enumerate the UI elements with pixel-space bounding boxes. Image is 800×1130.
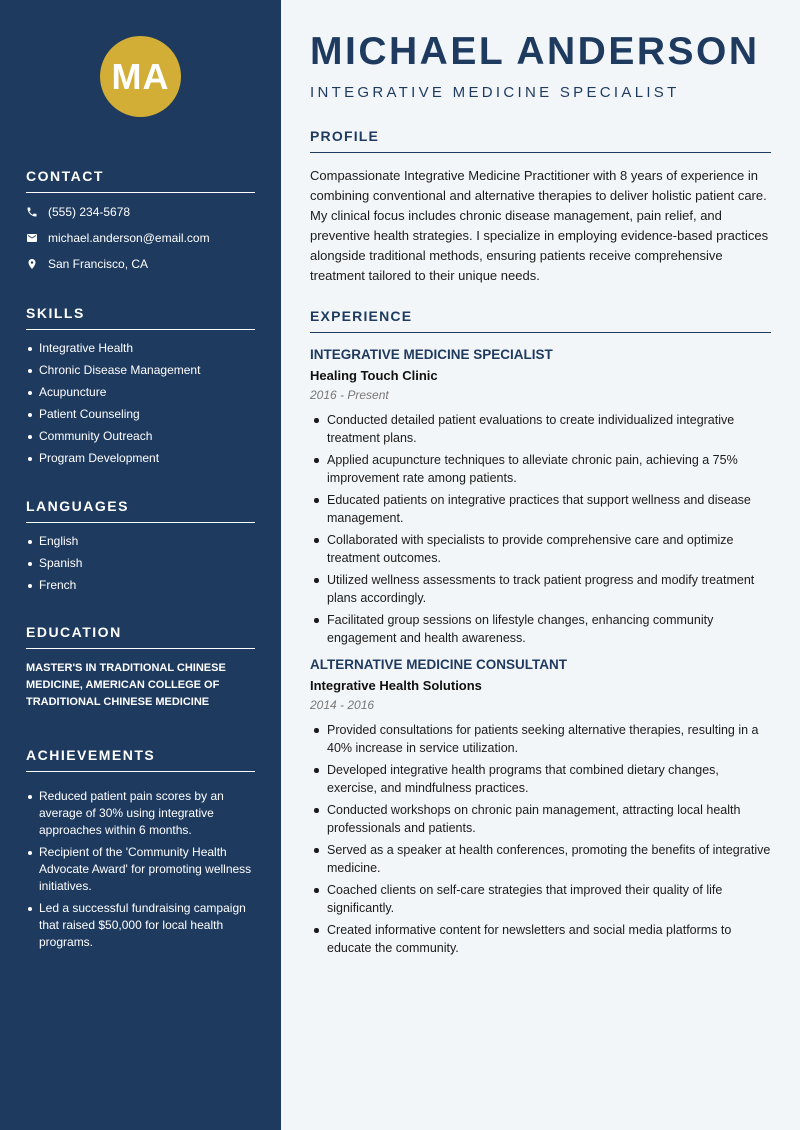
list-item: Applied acupuncture techniques to alleviate chronic pain, achieving a 75% improvement rate among patients.: [310, 451, 771, 487]
location-pin-icon: [26, 258, 48, 270]
job-dates: 2014 - 2016: [310, 698, 375, 712]
contact-location: [26, 251, 255, 277]
list-item: Coached clients on self-care strategies that improved their quality of life significantly.: [310, 881, 771, 917]
list-item: Reduced patient pain scores by an average of 30% using integrative approaches within 6 months.: [26, 788, 255, 839]
list-item: Served as a speaker at health conferences, promoting the benefits of integrative medicine.: [310, 841, 771, 877]
list-item: Community Outreach: [26, 428, 255, 445]
email-icon: [26, 232, 48, 244]
education-section: [26, 624, 255, 711]
experience-heading: EXPERIENCE: [310, 308, 771, 333]
list-item: French: [26, 577, 255, 594]
email-text: michael.anderson@email.com: [48, 231, 210, 245]
sidebar: [0, 0, 281, 1130]
list-item: Created informative content for newsletters and social media platforms to educate the community.: [310, 921, 771, 957]
job-title: ALTERNATIVE MEDICINE CONSULTANT: [310, 657, 567, 672]
job-bullets: [310, 411, 771, 647]
contact-email: [26, 225, 255, 251]
phone-text: (555) 234-5678: [48, 205, 131, 219]
list-item: Developed integrative health programs that combined dietary changes, exercise, and mindfulness practices.: [310, 761, 771, 797]
phone-icon: [26, 206, 48, 218]
contact-section: [26, 168, 255, 277]
contact-heading: CONTACT: [26, 168, 255, 193]
list-item: Program Development: [26, 450, 255, 467]
experience-section: [310, 308, 771, 961]
skills-section: [26, 305, 255, 472]
location-text: San Francisco, CA: [48, 257, 149, 271]
job-bullets: [310, 721, 771, 957]
list-item: Chronic Disease Management: [26, 362, 255, 379]
list-item: Collaborated with specialists to provide comprehensive care and optimize treatment outcomes.: [310, 531, 771, 567]
achievements-heading: ACHIEVEMENTS: [26, 747, 255, 772]
languages-list: [26, 533, 255, 594]
job-title: INTEGRATIVE MEDICINE SPECIALIST: [310, 347, 553, 362]
list-item: Educated patients on integrative practices that support wellness and disease management.: [310, 491, 771, 527]
profile-heading: PROFILE: [310, 128, 771, 153]
candidate-title: INTEGRATIVE MEDICINE SPECIALIST: [310, 84, 680, 101]
list-item: English: [26, 533, 255, 550]
job-company: Healing Touch Clinic: [310, 368, 438, 383]
languages-heading: LANGUAGES: [26, 498, 255, 523]
contact-phone: [26, 199, 255, 225]
skills-list: [26, 340, 255, 467]
job-entry: [310, 657, 771, 957]
list-item: Led a successful fundraising campaign that raised $50,000 for local health programs.: [26, 900, 255, 951]
job-company: Integrative Health Solutions: [310, 678, 482, 693]
list-item: Conducted workshops on chronic pain management, attracting local health professionals and patients.: [310, 801, 771, 837]
list-item: Provided consultations for patients seeking alternative therapies, resulting in a 40% increase in service utilization.: [310, 721, 771, 757]
languages-section: [26, 498, 255, 599]
education-heading: EDUCATION: [26, 624, 255, 649]
achievements-list: [26, 788, 255, 951]
job-dates: 2016 - Present: [310, 388, 389, 402]
job-entry: [310, 347, 771, 647]
list-item: Recipient of the 'Community Health Advocate Award' for promoting wellness initiatives.: [26, 844, 255, 895]
profile-section: [310, 128, 771, 286]
list-item: Utilized wellness assessments to track patient progress and modify treatment plans accordingly.: [310, 571, 771, 607]
list-item: Acupuncture: [26, 384, 255, 401]
skills-heading: SKILLS: [26, 305, 255, 330]
list-item: Facilitated group sessions on lifestyle changes, enhancing community engagement and health awareness.: [310, 611, 771, 647]
list-item: Spanish: [26, 555, 255, 572]
candidate-name: MICHAEL ANDERSON: [310, 30, 760, 73]
list-item: Integrative Health: [26, 340, 255, 357]
education-degree: MASTER'S IN TRADITIONAL CHINESE MEDICINE, AMERICAN COLLEGE OF TRADITIONAL CHINESE MEDICINE: [26, 662, 226, 708]
list-item: Patient Counseling: [26, 406, 255, 423]
profile-text: Compassionate Integrative Medicine Practitioner with 8 years of experience in combining conventional and alternative therapies to deliver holistic patient care. My clinical focus includes chronic disease management, pain relief, and preventive health strategies. I specialize in employing evidence-based practices alongside traditional methods, ensuring patients receive comprehensive treatment tailored to their unique needs.: [310, 168, 769, 283]
achievements-section: [26, 747, 255, 956]
avatar-initials: MA: [100, 36, 181, 117]
list-item: Conducted detailed patient evaluations to create individualized integrative treatment plans.: [310, 411, 771, 447]
